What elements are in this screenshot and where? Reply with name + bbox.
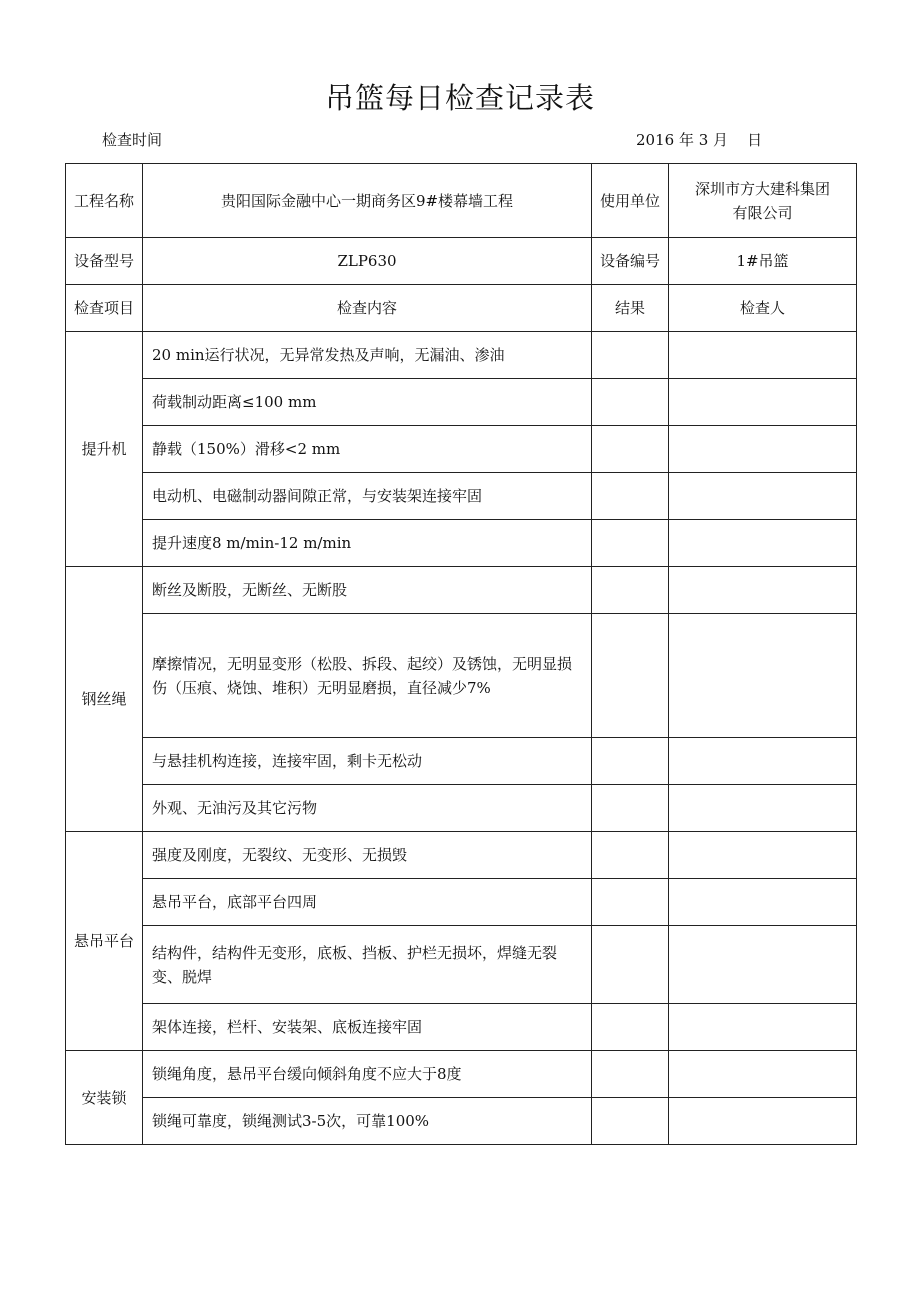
result-cell[interactable] [592,785,669,832]
result-cell[interactable] [592,1004,669,1051]
check-content: 静载（150%）滑移<2 mm [143,426,592,473]
check-content: 电动机、电磁制动器间隙正常，与安装架连接牢固 [143,473,592,520]
inspector-cell[interactable] [669,567,857,614]
project-name-label: 工程名称 [66,164,143,238]
header-item: 检查项目 [66,285,143,332]
inspection-table [65,163,857,1145]
check-row [66,473,857,520]
check-content: 强度及刚度，无裂纹、无变形、无损毁 [143,832,592,879]
serial-value: 1#吊篮 [669,238,857,285]
check-row [66,926,857,1004]
header-inspector: 检查人 [669,285,857,332]
check-content: 锁绳角度，悬吊平台缓向倾斜角度不应大于8度 [143,1051,592,1098]
project-name-value: 贵阳国际金融中心一期商务区9#楼幕墙工程 [143,164,592,238]
inspector-cell[interactable] [669,832,857,879]
inspector-cell[interactable] [669,879,857,926]
check-row [66,1051,857,1098]
check-row [66,879,857,926]
check-row [66,520,857,567]
inspector-cell[interactable] [669,738,857,785]
section-name: 安装锁 [66,1051,143,1145]
check-row [66,567,857,614]
inspector-cell[interactable] [669,379,857,426]
result-cell[interactable] [592,1098,669,1145]
inspector-cell[interactable] [669,1051,857,1098]
result-cell[interactable] [592,332,669,379]
page-title: 吊篮每日检查记录表 [324,81,595,115]
result-cell[interactable] [592,738,669,785]
inspector-cell[interactable] [669,1098,857,1145]
check-row [66,738,857,785]
inspector-cell[interactable] [669,473,857,520]
check-content: 悬吊平台，底部平台四周 [143,879,592,926]
check-row [66,785,857,832]
result-cell[interactable] [592,426,669,473]
check-row [66,332,857,379]
header-result: 结果 [592,285,669,332]
check-content: 摩擦情况，无明显变形（松股、拆段、起绞）及锈蚀，无明显损伤（压痕、烧蚀、堆积）无明显磨损，直径减少7% [143,614,592,738]
check-row [66,426,857,473]
inspector-cell[interactable] [669,614,857,738]
project-row [66,164,857,238]
result-cell[interactable] [592,832,669,879]
section-name: 悬吊平台 [66,832,143,1051]
check-content: 锁绳可靠度，锁绳测试3-5次，可靠100% [143,1098,592,1145]
check-content: 外观、无油污及其它污物 [143,785,592,832]
check-row [66,1098,857,1145]
check-content: 与悬挂机构连接，连接牢固，剩卡无松动 [143,738,592,785]
check-content: 提升速度8 m/min-12 m/min [143,520,592,567]
check-content: 荷载制动距离≤100 mm [143,379,592,426]
model-value: ZLP630 [143,238,592,285]
check-content: 架体连接，栏杆、安装架、底板连接牢固 [143,1004,592,1051]
inspector-cell[interactable] [669,426,857,473]
result-cell[interactable] [592,473,669,520]
inspection-date: 2016 年 3 月 日 [636,131,763,149]
user-unit-value: 深圳市方大建科集团有限公司 [669,164,857,238]
header-content: 检查内容 [143,285,592,332]
serial-label: 设备编号 [592,238,669,285]
result-cell[interactable] [592,926,669,1004]
inspection-time-label: 检查时间 [102,131,163,149]
check-row [66,614,857,738]
check-content: 20 min运行状况，无异常发热及声响，无漏油、渗油 [143,332,592,379]
result-cell[interactable] [592,567,669,614]
model-label: 设备型号 [66,238,143,285]
section-name: 提升机 [66,332,143,567]
check-content: 结构件，结构件无变形，底板、挡板、护栏无损坏，焊缝无裂变、脱焊 [143,926,592,1004]
inspector-cell[interactable] [669,332,857,379]
inspector-cell[interactable] [669,926,857,1004]
result-cell[interactable] [592,520,669,567]
column-header-row [66,285,857,332]
result-cell[interactable] [592,1051,669,1098]
inspector-cell[interactable] [669,520,857,567]
check-row [66,379,857,426]
check-content: 断丝及断股，无断丝、无断股 [143,567,592,614]
section-name: 钢丝绳 [66,567,143,832]
result-cell[interactable] [592,614,669,738]
user-unit-label: 使用单位 [592,164,669,238]
equipment-row [66,238,857,285]
inspector-cell[interactable] [669,1004,857,1051]
check-row [66,832,857,879]
inspector-cell[interactable] [669,785,857,832]
result-cell[interactable] [592,379,669,426]
result-cell[interactable] [592,879,669,926]
check-row [66,1004,857,1051]
